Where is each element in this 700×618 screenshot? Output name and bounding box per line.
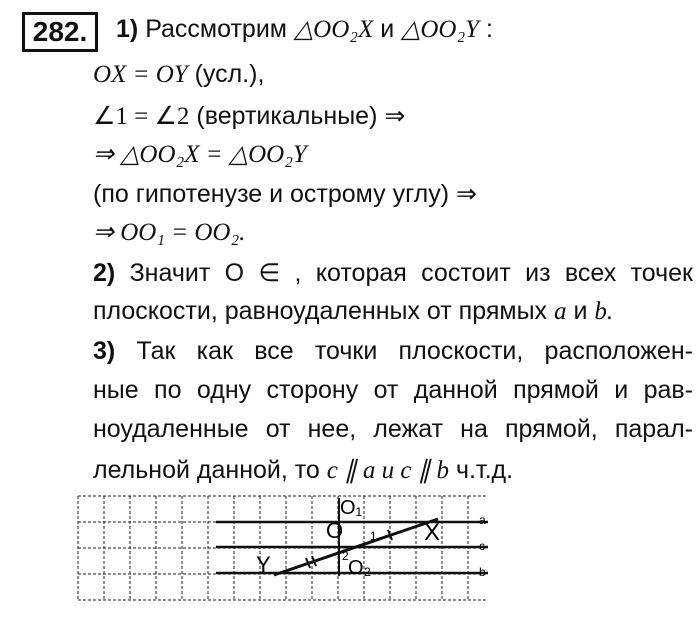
conj-and: и [380, 15, 395, 43]
label-a: a [479, 513, 486, 527]
eq1: OX = OY [93, 61, 188, 88]
step1-line [116, 14, 493, 44]
label-x: X [424, 519, 441, 546]
step3-label: 3) [93, 337, 116, 365]
eq1-line [93, 60, 264, 89]
label-y: Y [256, 552, 271, 577]
step3-line4 [93, 455, 513, 485]
angles-note: (вертикальные) ⇒ [196, 102, 406, 130]
angles-eq: ∠1 = ∠2 [93, 103, 190, 130]
angle-2-label: 2 [342, 549, 349, 563]
angle-1-label: 1 [370, 529, 377, 543]
label-b: b [479, 565, 486, 579]
congruence: ⇒ △OO₂X = △OO₂Y [93, 141, 307, 168]
triangle-2: △OO₂Y [401, 16, 480, 43]
label-o: O [326, 518, 344, 543]
step1-intro: Рассмотрим [145, 15, 287, 43]
step2-text2: плоскости, равноудаленных от прямых [93, 297, 548, 325]
step3-line1-text: Так как все точки плоскости, расположен- [136, 337, 693, 365]
construction-figure [68, 490, 498, 602]
step3-line2 [93, 376, 693, 405]
line-b-ref: b. [594, 298, 614, 325]
angles-line [93, 101, 405, 131]
line-a-ref: a [554, 298, 567, 325]
step3-line4-a: лельной данной, то [93, 456, 320, 484]
eq1-note: (усл.), [194, 60, 265, 88]
conclusion: ⇒ OO₁ = OO₂. [93, 219, 246, 246]
reason-line [93, 179, 477, 209]
step3-line3 [93, 415, 693, 444]
step2-line2 [93, 297, 613, 326]
label-o1: O₁ [340, 497, 363, 519]
colon: : [486, 15, 493, 43]
congruence-line [93, 139, 307, 169]
problem-number: 282. [22, 12, 98, 52]
label-o2: O₂ [348, 557, 372, 579]
step2-line1 [93, 258, 693, 288]
step2-text: Значит O ∈ , которая состоит из всех точек [129, 259, 693, 287]
conj-and-2: и [573, 297, 588, 325]
label-c: c [479, 539, 485, 553]
step1-label: 1) [116, 15, 139, 43]
step3-parallel-expr: c ∥ a и c ∥ b [326, 457, 449, 484]
step3-line2-text: ные по одну сторону от данной прямой и рав- [93, 376, 693, 404]
step3-line1 [93, 337, 693, 366]
step3-line3-text: ноудаленные от нее, лежат на прямой, парал- [93, 415, 693, 443]
triangle-1: △OO₂X [293, 16, 374, 43]
step3-end: ч.т.д. [455, 456, 514, 484]
reason: (по гипотенузе и острому углу) ⇒ [93, 180, 477, 208]
conclusion-line [93, 217, 245, 247]
step2-label: 2) [93, 259, 116, 287]
